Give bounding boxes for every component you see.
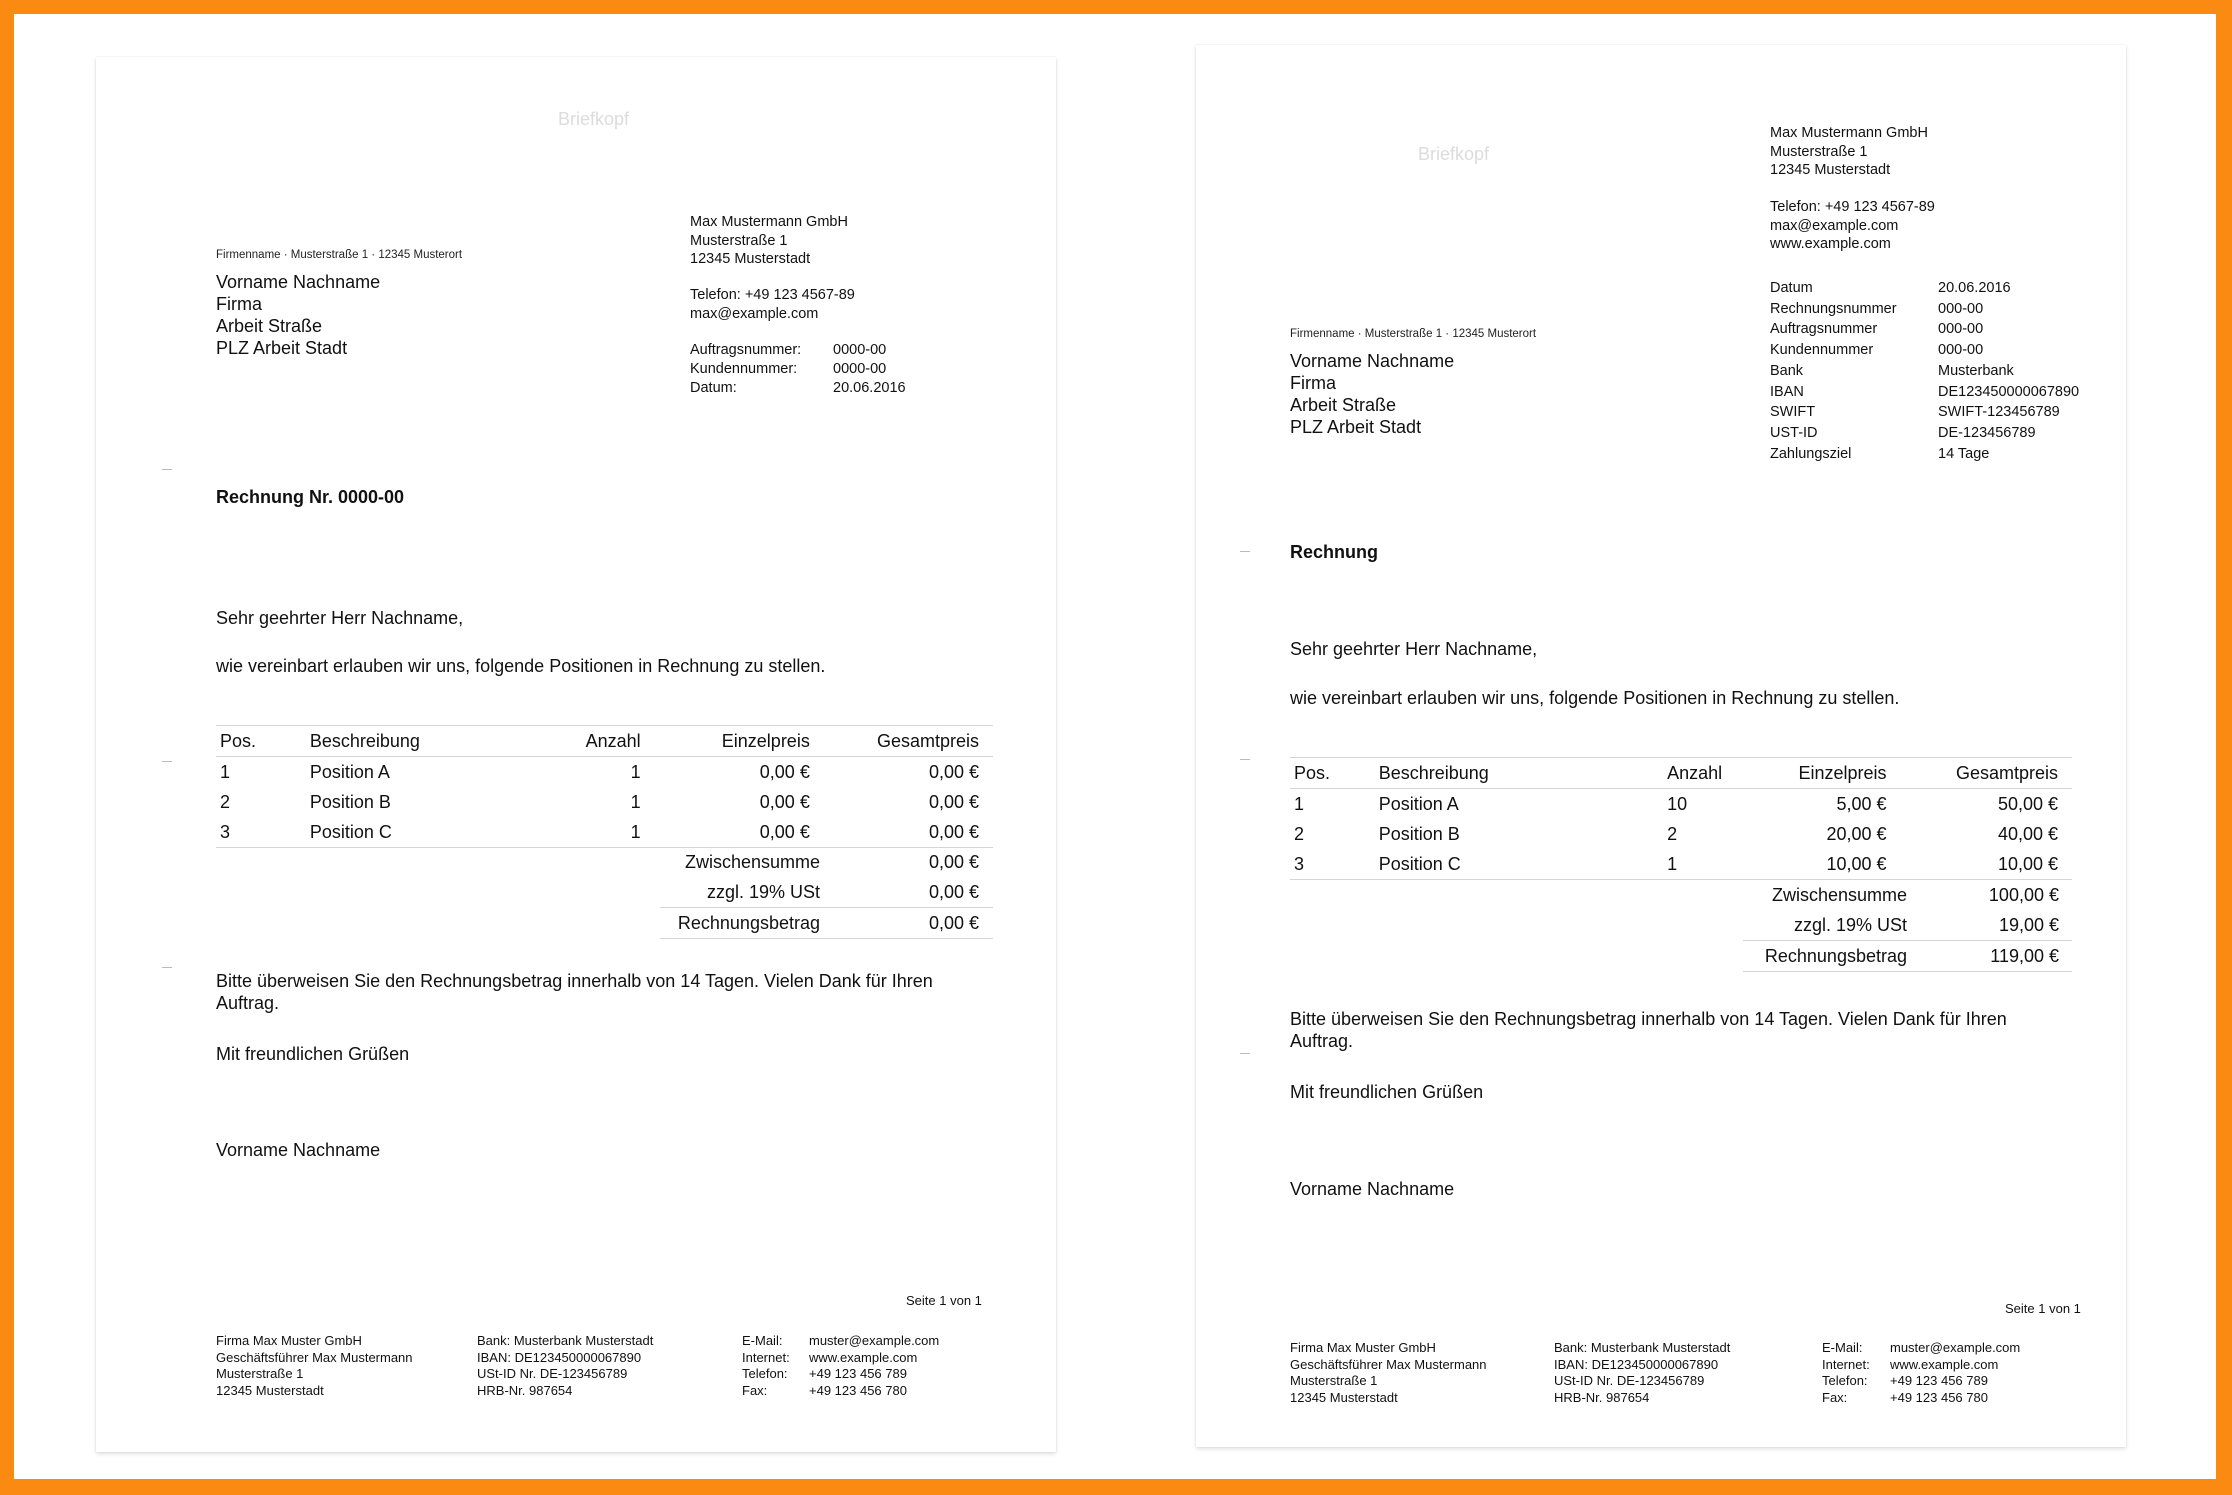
sender-address (690, 213, 848, 269)
cell: 10,00 € (1997, 853, 2058, 874)
footer-row (1822, 1390, 2020, 1407)
cell: Position B (1378, 823, 1460, 844)
tax-row (1743, 910, 2072, 940)
total-value: 119,00 € (1990, 945, 2059, 966)
subtotal-row (1743, 880, 2072, 910)
punch-mark (1240, 759, 1250, 760)
cell: 0,00 € (928, 791, 979, 812)
table-header-row (216, 726, 993, 757)
footer-company (1290, 1340, 1487, 1406)
footer-bank (1554, 1340, 1730, 1406)
signature: Vorname Nachname (216, 1140, 381, 1160)
table-row (1290, 819, 2072, 849)
punch-mark (162, 761, 172, 762)
invoice-title: Rechnung Nr. 0000-00 (216, 487, 405, 507)
meta-row (1770, 444, 2079, 465)
meta-key: Zahlungsziel (1770, 445, 1852, 462)
closing-text (216, 970, 933, 1014)
meta-row (1770, 299, 2079, 320)
signature: Vorname Nachname (1290, 1179, 1455, 1199)
footer-key: Internet: (1822, 1356, 1870, 1372)
page-number: Seite 1 von 1 (906, 1293, 982, 1308)
total-value: 0,00 € (928, 881, 979, 902)
invoice-page-2 (1196, 45, 2126, 1447)
cell: 0,00 € (928, 821, 979, 842)
col-header: Einzelpreis (721, 730, 810, 751)
footer-value: www.example.com (1890, 1356, 1999, 1372)
table-row (216, 757, 993, 788)
sender-line: Max Mustermann GmbH (1770, 125, 1928, 141)
salutation: Sehr geehrter Herr Nachname, (1290, 639, 1538, 659)
meta-key: Bank (1770, 362, 1804, 379)
contact-line: www.example.com (1770, 236, 1891, 252)
recipient-line: Vorname Nachname (216, 272, 381, 292)
meta-row (1770, 382, 2079, 403)
contact-line: max@example.com (1770, 217, 1899, 234)
cell: 0,00 € (759, 821, 810, 842)
invoice-title: Rechnung (1290, 542, 1378, 562)
footer-bank (477, 1333, 653, 1399)
table-row (1290, 849, 2072, 880)
total-label: Rechnungsbetrag (1764, 945, 1907, 966)
totals-block (1743, 880, 2072, 972)
cell: Position C (1378, 853, 1461, 874)
footer-key: Fax: (1822, 1389, 1848, 1405)
col-header: Pos. (1294, 762, 1331, 783)
footer-line: HRB-Nr. 987654 (477, 1382, 573, 1398)
footer-row (1822, 1357, 2020, 1374)
footer-line: Firma Max Muster GmbH (1290, 1340, 1436, 1355)
col-header: Gesamtpreis (1955, 762, 2058, 783)
cell: 5,00 € (1836, 793, 1887, 814)
meta-key: Datum (1770, 280, 1813, 296)
meta-value: 000-00 (1938, 321, 1984, 338)
meta-row (1770, 340, 2079, 361)
footer-value: +49 123 456 780 (1890, 1389, 1988, 1405)
meta-value: 14 Tage (1938, 445, 1990, 462)
fold-mark (162, 967, 172, 968)
invoice-page-1 (96, 57, 1056, 1452)
footer-line: 12345 Musterstadt (1290, 1389, 1398, 1405)
footer-line: Musterstraße 1 (216, 1366, 304, 1381)
cell: 1 (630, 821, 641, 842)
cell: Position A (309, 761, 390, 782)
meta-value: 000-00 (1938, 342, 1984, 359)
meta-key: Kundennummer (1770, 342, 1874, 359)
footer-row (1822, 1373, 2020, 1390)
total-label: Rechnungsbetrag (677, 912, 820, 933)
footer-value: muster@example.com (809, 1333, 940, 1348)
col-header: Anzahl (1667, 762, 1723, 783)
cell: 1 (220, 761, 231, 782)
meta-key: Auftragsnummer: (690, 342, 802, 358)
meta-row (1770, 423, 2079, 444)
return-address: Firmenname · Musterstraße 1 · 12345 Musterort (216, 249, 463, 261)
cell: Position A (1378, 793, 1459, 814)
fold-mark (162, 469, 172, 470)
recipient-address (216, 271, 380, 359)
recipient-line: Arbeit Straße (216, 316, 323, 336)
col-header: Beschreibung (1378, 762, 1489, 783)
totals-block (660, 847, 993, 939)
total-value: 100,00 € (1988, 884, 2059, 905)
recipient-line: Arbeit Straße (1290, 395, 1397, 415)
col-header: Beschreibung (309, 730, 420, 751)
footer-line: 12345 Musterstadt (216, 1382, 324, 1398)
total-value: 0,00 € (928, 851, 979, 872)
meta-row (690, 360, 906, 379)
footer-row (742, 1350, 939, 1367)
meta-key: Kundennummer: (690, 361, 798, 377)
footer-row (742, 1383, 939, 1400)
total-value: 0,00 € (928, 912, 979, 933)
table-row (216, 817, 993, 848)
footer-line: Bank: Musterbank Musterstadt (477, 1333, 654, 1348)
cell: 0,00 € (759, 791, 810, 812)
cell: 2 (1294, 823, 1305, 844)
footer-key: E-Mail: (742, 1333, 783, 1348)
sender-line: 12345 Musterstadt (690, 251, 811, 267)
items-table (1290, 757, 2072, 880)
total-label: zzgl. 19% USt (706, 881, 820, 902)
meta-value: 20.06.2016 (833, 380, 906, 396)
table-header-row (1290, 758, 2072, 789)
col-header: Pos. (220, 730, 257, 751)
footer-key: E-Mail: (1822, 1340, 1863, 1355)
cell: 1 (630, 791, 641, 812)
page-number: Seite 1 von 1 (2005, 1301, 2081, 1316)
contact-line: Telefon: +49 123 4567-89 (1770, 199, 1935, 215)
cell: 0,00 € (928, 761, 979, 782)
closing-line: Auftrag. (216, 993, 280, 1013)
footer-key: Fax: (742, 1382, 768, 1398)
table-row (1290, 789, 2072, 820)
meta-key: Datum: (690, 380, 737, 396)
meta-value: 20.06.2016 (1938, 280, 2011, 296)
total-label: Zwischensumme (684, 851, 820, 872)
letterhead-placeholder: Briefkopf (1418, 144, 1490, 164)
image-frame (14, 14, 2216, 1479)
invoice-meta (690, 341, 906, 398)
footer-value: +49 123 456 789 (809, 1366, 907, 1381)
footer-line: USt-ID Nr. DE-123456789 (1554, 1373, 1705, 1388)
cell: 20,00 € (1826, 823, 1887, 844)
sender-address (1770, 124, 1928, 180)
greeting: Mit freundlichen Grüßen (216, 1044, 410, 1064)
contact-line: max@example.com (690, 305, 819, 322)
footer-line: HRB-Nr. 987654 (1554, 1389, 1650, 1405)
closing-line: Bitte überweisen Sie den Rechnungsbetrag innerhalb von 14 Tagen. Vielen Dank für Ihren (1290, 1009, 2007, 1029)
intro-text: wie vereinbart erlauben wir uns, folgende Positionen in Rechnung zu stellen. (1290, 688, 1900, 708)
cell: 1 (630, 761, 641, 782)
footer-line: Geschäftsführer Max Mustermann (1290, 1356, 1487, 1372)
meta-key: UST-ID (1770, 424, 1818, 441)
meta-key: Rechnungsnummer (1770, 300, 1897, 317)
sender-contact (1770, 198, 1935, 254)
fold-mark (1240, 1053, 1250, 1054)
cell: Position C (309, 821, 392, 842)
closing-text (1290, 1008, 2007, 1052)
total-label: zzgl. 19% USt (1793, 914, 1907, 935)
footer-value: +49 123 456 780 (809, 1382, 907, 1398)
cell: Position B (309, 791, 391, 812)
intro-text: wie vereinbart erlauben wir uns, folgende Positionen in Rechnung zu stellen. (216, 656, 826, 676)
col-header: Gesamtpreis (876, 730, 979, 751)
closing-line: Bitte überweisen Sie den Rechnungsbetrag innerhalb von 14 Tagen. Vielen Dank für Ihren (216, 971, 933, 991)
cell: 40,00 € (1997, 823, 2058, 844)
sender-line: Musterstraße 1 (1770, 143, 1868, 160)
tax-row (660, 877, 993, 907)
return-address: Firmenname · Musterstraße 1 · 12345 Musterort (1290, 328, 1537, 340)
meta-key: IBAN (1770, 383, 1804, 400)
recipient-line: Vorname Nachname (1290, 351, 1455, 371)
meta-row (690, 379, 906, 398)
closing-line: Auftrag. (1290, 1031, 1354, 1051)
footer-row (1822, 1340, 2020, 1357)
cell: 0,00 € (759, 761, 810, 782)
cell: 50,00 € (1997, 793, 2058, 814)
cell: 10 (1667, 793, 1688, 814)
invoice-meta (1770, 278, 2079, 464)
total-label: Zwischensumme (1771, 884, 1907, 905)
footer-line: IBAN: DE123450000067890 (1554, 1356, 1719, 1372)
grand-total-row (1743, 940, 2072, 972)
footer-value: www.example.com (809, 1349, 918, 1365)
fold-mark (1240, 551, 1250, 552)
recipient-line: PLZ Arbeit Stadt (216, 338, 348, 358)
salutation: Sehr geehrter Herr Nachname, (216, 608, 464, 628)
sender-line: Max Mustermann GmbH (690, 214, 848, 230)
footer-line: IBAN: DE123450000067890 (477, 1349, 642, 1365)
footer-value: +49 123 456 789 (1890, 1373, 1988, 1388)
cell: 10,00 € (1826, 853, 1887, 874)
footer-line: USt-ID Nr. DE-123456789 (477, 1366, 628, 1381)
meta-row (1770, 402, 2079, 423)
letterhead-placeholder: Briefkopf (558, 109, 630, 129)
sender-contact (690, 286, 855, 323)
recipient-line: Firma (1290, 373, 1336, 393)
footer-value: muster@example.com (1890, 1340, 2021, 1355)
meta-row (690, 341, 906, 360)
col-header: Anzahl (585, 730, 641, 751)
footer-line: Geschäftsführer Max Mustermann (216, 1349, 413, 1365)
footer-key: Internet: (742, 1349, 790, 1365)
footer-company (216, 1333, 413, 1399)
footer-key: Telefon: (742, 1366, 788, 1381)
footer-contact (742, 1333, 939, 1399)
recipient-address (1290, 350, 1454, 438)
footer-contact (1822, 1340, 2020, 1406)
meta-value: 0000-00 (833, 342, 887, 358)
meta-value: 000-00 (1938, 300, 1984, 317)
sender-line: Musterstraße 1 (690, 232, 788, 249)
meta-key: SWIFT (1770, 404, 1816, 421)
meta-row (1770, 361, 2079, 382)
cell: 1 (1294, 793, 1305, 814)
subtotal-row (660, 847, 993, 877)
cell: 3 (220, 821, 231, 842)
cell: 2 (220, 791, 231, 812)
meta-value: DE-123456789 (1938, 424, 2036, 441)
footer-line: Bank: Musterbank Musterstadt (1554, 1340, 1731, 1355)
meta-value: DE123450000067890 (1938, 383, 2080, 400)
recipient-line: PLZ Arbeit Stadt (1290, 417, 1422, 437)
meta-value: 0000-00 (833, 361, 887, 377)
col-header: Einzelpreis (1798, 762, 1887, 783)
recipient-line: Firma (216, 294, 262, 314)
grand-total-row (660, 907, 993, 939)
greeting: Mit freundlichen Grüßen (1290, 1082, 1484, 1102)
cell: 3 (1294, 853, 1305, 874)
meta-value: Musterbank (1938, 362, 2014, 379)
footer-row (742, 1333, 939, 1350)
meta-row (1770, 278, 2079, 299)
items-table (216, 725, 993, 848)
cell: 1 (1667, 853, 1678, 874)
footer-line: Firma Max Muster GmbH (216, 1333, 362, 1348)
sender-line: 12345 Musterstadt (1770, 162, 1891, 178)
cell: 2 (1667, 823, 1678, 844)
meta-key: Auftragsnummer (1770, 321, 1878, 338)
footer-line: Musterstraße 1 (1290, 1373, 1378, 1388)
table-row (216, 787, 993, 817)
meta-row (1770, 319, 2079, 340)
total-value: 19,00 € (1998, 914, 2059, 935)
contact-line: Telefon: +49 123 4567-89 (690, 287, 855, 303)
meta-value: SWIFT-123456789 (1938, 404, 2060, 421)
footer-row (742, 1366, 939, 1383)
footer-key: Telefon: (1822, 1373, 1868, 1388)
